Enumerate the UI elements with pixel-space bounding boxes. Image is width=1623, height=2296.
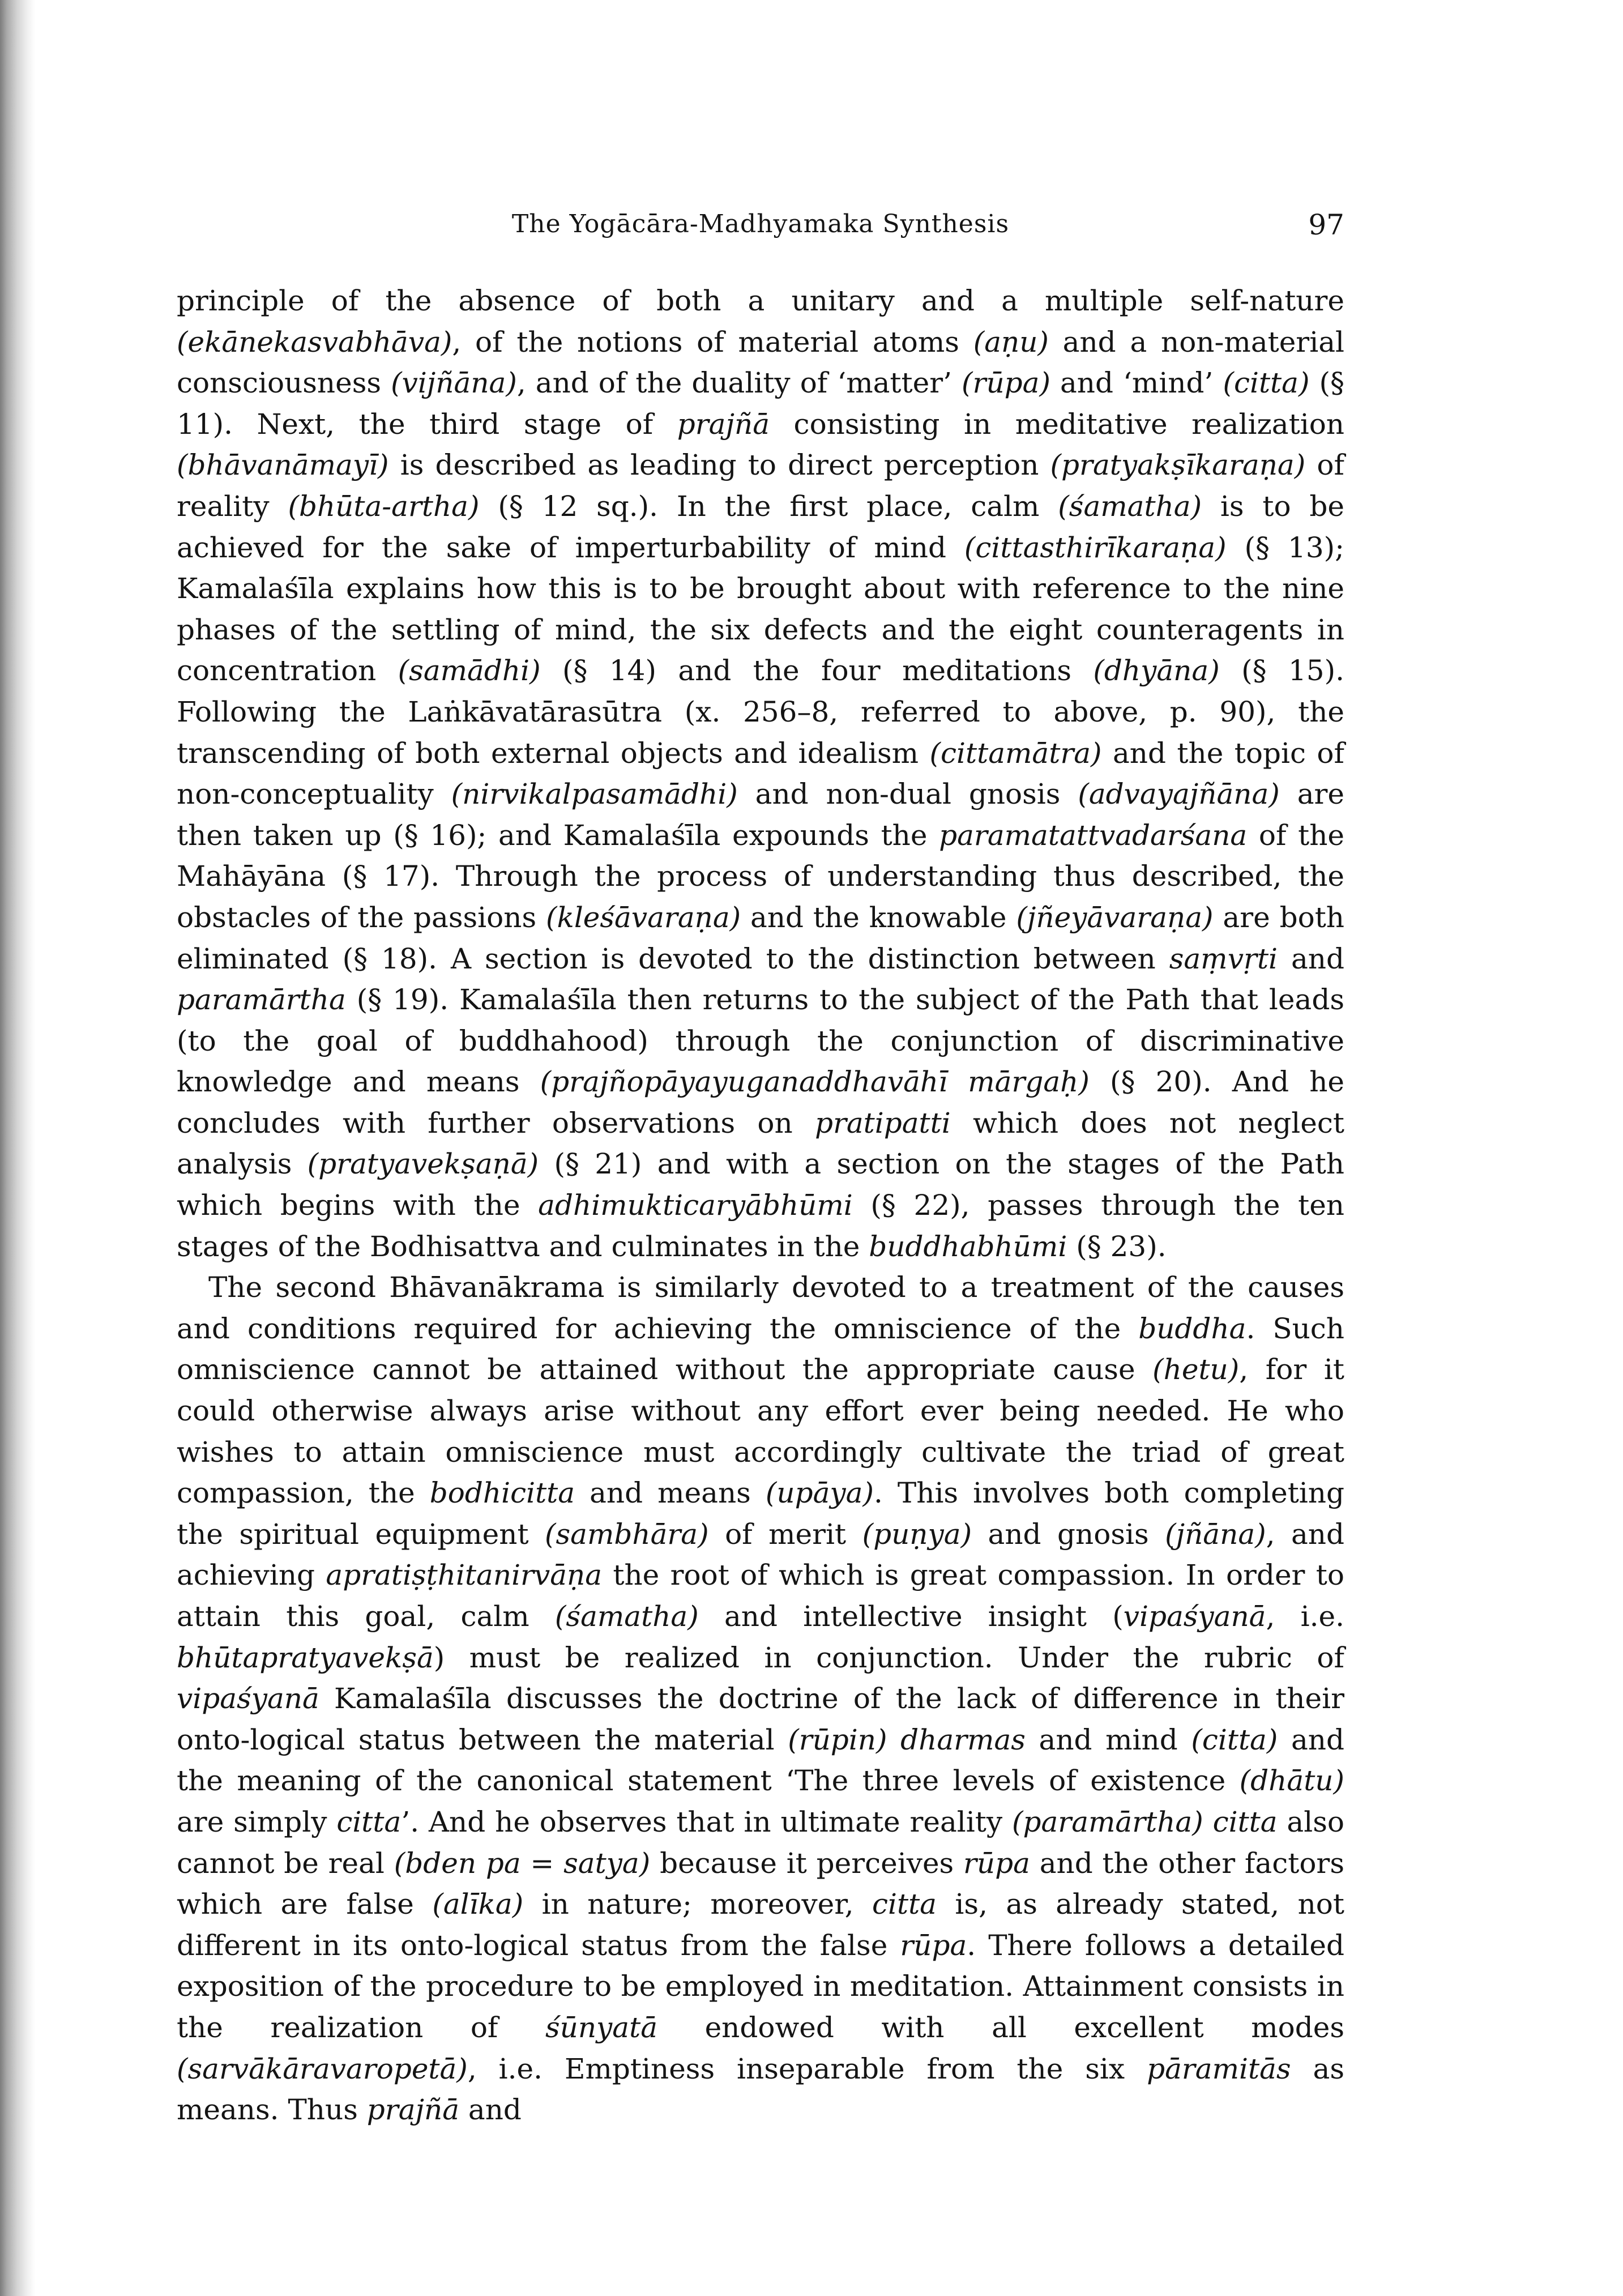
text-run: and non-dual gnosis bbox=[737, 778, 1078, 811]
text-run: principle of the absence of both a unitary and a multiple self-nature bbox=[177, 284, 1344, 317]
italic-term: (pratyakṣīkaraṇa) bbox=[1050, 449, 1306, 482]
italic-term: (bden pa = satya) bbox=[394, 1846, 651, 1880]
italic-term: vipaśyanā bbox=[1123, 1600, 1266, 1633]
italic-term: (śamatha) bbox=[554, 1600, 699, 1633]
text-run: (§ 15). Following the Laṅkāvatārasūtra (x. 256–8, referred to above, p. 90), the transcending of both external objects and idealism bbox=[177, 654, 1344, 770]
page-header bbox=[177, 210, 1344, 249]
text-run: and intellective insight ( bbox=[698, 1600, 1124, 1633]
text-run: (§ 14) and the four meditations bbox=[540, 654, 1094, 688]
italic-term: saṃvṛti bbox=[1169, 942, 1278, 975]
text-run: (§ 23). bbox=[1067, 1230, 1167, 1263]
italic-term: pratipatti bbox=[814, 1106, 951, 1140]
italic-term: (advayajñāna) bbox=[1078, 778, 1280, 811]
text-run: and the topic of non-conceptuality bbox=[177, 736, 1344, 811]
body-text bbox=[177, 280, 1344, 2131]
italic-term: śūnyatā bbox=[545, 2011, 658, 2044]
italic-term: paramārtha bbox=[177, 983, 346, 1017]
italic-term: (kleśāvaraṇa) bbox=[546, 901, 741, 934]
italic-term: buddha bbox=[1138, 1312, 1246, 1345]
text-run: and mind bbox=[1025, 1723, 1191, 1756]
text-run: are simply bbox=[177, 1805, 337, 1838]
text-run: The second Bhāvanākrama is similarly devoted to a treatment of the causes and conditions required for achieving the omniscience of the bbox=[177, 1271, 1344, 1345]
text-run: , of the notions of material atoms bbox=[452, 325, 973, 359]
text-run: endowed with all excellent modes bbox=[657, 2011, 1344, 2044]
italic-term: (jñāna) bbox=[1165, 1517, 1266, 1551]
text-run: are both eliminated (§ 18). A section is devoted to the distinction between bbox=[177, 901, 1344, 975]
text-run: in nature; moreover, bbox=[523, 1888, 872, 1921]
text-run: of the Mahāyāna (§ 17). Through the process of understanding thus described, the obstacles of the passions bbox=[177, 818, 1344, 934]
italic-term: (cittasthirīkaraṇa) bbox=[964, 531, 1227, 564]
italic-term: rūpa bbox=[900, 1928, 967, 1962]
italic-term: (upāya) bbox=[765, 1476, 874, 1510]
italic-term: (alīka) bbox=[432, 1888, 524, 1921]
italic-term: (paramārtha) citta bbox=[1011, 1805, 1278, 1838]
text-run: , i.e. Emptiness inseparable from the six bbox=[467, 2052, 1147, 2085]
italic-term: bhūtapratyavekṣā bbox=[177, 1641, 434, 1674]
italic-term: (aṇu) bbox=[973, 325, 1049, 359]
text-run: , and of the duality of ‘matter’ bbox=[516, 366, 962, 400]
italic-term: citta bbox=[872, 1888, 937, 1921]
text-run: consisting in meditative realization bbox=[770, 407, 1344, 441]
text-run: (§ 12 sq.). In the first place, calm bbox=[479, 489, 1058, 523]
italic-term: adhimukticaryābhūmi bbox=[538, 1189, 853, 1222]
text-run: is to be achieved for the sake of imperturbability of mind bbox=[177, 489, 1345, 564]
italic-term: prajñā bbox=[677, 407, 770, 441]
text-run: and the meaning of the canonical statement ‘The three levels of existence bbox=[177, 1723, 1345, 1798]
running-title: The Yogācāra-Madhyamaka Synthesis bbox=[511, 210, 1010, 238]
italic-term: (bhūta-artha) bbox=[288, 489, 480, 523]
text-run: Kamalaśīla discusses the doctrine of the lack of difference in their onto-logical status between the material bbox=[177, 1682, 1344, 1756]
italic-term: (rūpin) dharmas bbox=[788, 1723, 1026, 1756]
text-run: and a non-material consciousness bbox=[177, 325, 1344, 400]
text-run: (§ 21) and with a section on the stages of the Path which begins with the bbox=[177, 1147, 1344, 1222]
italic-term: (vijñāna) bbox=[391, 366, 517, 400]
italic-term: paramatattvadarśana bbox=[939, 818, 1248, 852]
italic-term: (cittamātra) bbox=[929, 736, 1102, 770]
italic-term: (sarvākāravaropetā) bbox=[177, 2052, 468, 2085]
italic-term: (citta) bbox=[1223, 366, 1310, 400]
text-run: ) must be realized in conjunction. Under the rubric of bbox=[433, 1641, 1344, 1674]
italic-term: (dhyāna) bbox=[1093, 654, 1220, 688]
text-run: ’. And he observes that in ultimate reality bbox=[401, 1805, 1012, 1838]
italic-term: (nirvikalpasamādhi) bbox=[451, 778, 738, 811]
text-run: . This involves both completing the spiritual equipment bbox=[177, 1476, 1344, 1551]
italic-term: (dhātu) bbox=[1239, 1764, 1344, 1798]
italic-term: (samādhi) bbox=[398, 654, 541, 688]
italic-term: citta bbox=[336, 1805, 402, 1838]
text-run: the root of which is great compassion. In order to attain this goal, calm bbox=[177, 1559, 1345, 1633]
text-run: and the other factors which are false bbox=[177, 1846, 1344, 1921]
italic-term: bodhicitta bbox=[429, 1476, 575, 1510]
text-run: and bbox=[459, 2093, 522, 2127]
text-run: , for it could otherwise always arise without any effort ever being needed. He who wishes to attain omniscience must accordingly cultivate the triad of great compassion, the bbox=[177, 1353, 1344, 1510]
text-run: and means bbox=[575, 1476, 766, 1510]
paragraph bbox=[177, 280, 1344, 1267]
italic-term: vipaśyanā bbox=[177, 1682, 319, 1715]
text-run: (§ 20). And he concludes with further observations on bbox=[177, 1065, 1344, 1140]
italic-term: buddhabhūmi bbox=[869, 1230, 1067, 1263]
italic-term: (prajñopāyayuganaddhavāhī mārgaḥ) bbox=[540, 1065, 1090, 1099]
italic-term: (pratyavekṣaṇā) bbox=[307, 1147, 539, 1181]
text-run: (§ 22), passes through the ten stages of the Bodhisattva and culminates in the bbox=[177, 1189, 1344, 1263]
text-run: and the knowable bbox=[741, 901, 1016, 934]
italic-term: apratiṣṭhitanirvāṇa bbox=[326, 1559, 603, 1592]
text-run: as means. Thus bbox=[177, 2052, 1344, 2127]
text-run: , i.e. bbox=[1266, 1600, 1344, 1633]
text-run: . There follows a detailed exposition of the procedure to be employed in meditation. Attainment consists in the realization of bbox=[177, 1928, 1344, 2044]
page-number: 97 bbox=[1308, 208, 1344, 241]
text-run: (§ 11). Next, the third stage of bbox=[177, 366, 1344, 441]
text-run: of merit bbox=[708, 1517, 862, 1551]
italic-term: (ekānekasvabhāva) bbox=[177, 325, 452, 359]
text-run: also cannot be real bbox=[177, 1805, 1344, 1880]
text-run: and bbox=[1278, 942, 1344, 975]
italic-term: pāramitās bbox=[1147, 2052, 1291, 2085]
text-run: and ‘mind’ bbox=[1050, 366, 1223, 400]
italic-term: (hetu) bbox=[1152, 1353, 1240, 1386]
italic-term: (puṇya) bbox=[862, 1517, 972, 1551]
italic-term: (bhāvanāmayī) bbox=[177, 449, 389, 482]
italic-term: prajñā bbox=[366, 2093, 460, 2127]
scanned-page-edge bbox=[0, 0, 35, 2296]
italic-term: (jñeyāvaraṇa) bbox=[1016, 901, 1214, 934]
text-run: of reality bbox=[177, 449, 1344, 523]
text-run: (§ 19). Kamalaśīla then returns to the subject of the Path that leads (to the goal of buddhahood) through the conjunction of discriminative knowledge and means bbox=[177, 983, 1344, 1099]
italic-term: (śamatha) bbox=[1058, 489, 1202, 523]
text-run: which does not neglect analysis bbox=[177, 1106, 1344, 1181]
italic-term: rūpa bbox=[963, 1846, 1030, 1880]
paragraph bbox=[177, 1267, 1344, 2130]
italic-term: (sambhāra) bbox=[545, 1517, 709, 1551]
text-run: (§ 13); Kamalaśīla explains how this is to be brought about with reference to the nine phases of the settling of mind, the six defects and the eight counteragents in concentration bbox=[177, 531, 1344, 688]
text-run: is described as leading to direct perception bbox=[388, 449, 1050, 482]
text-run: because it perceives bbox=[650, 1846, 963, 1880]
italic-term: (rūpa) bbox=[962, 366, 1050, 400]
text-run: and gnosis bbox=[972, 1517, 1165, 1551]
italic-term: (citta) bbox=[1191, 1723, 1278, 1756]
text-run: are then taken up (§ 16); and Kamalaśīla expounds the bbox=[177, 778, 1345, 852]
text-run: . Such omniscience cannot be attained without the appropriate cause bbox=[177, 1312, 1345, 1386]
text-run: is, as already stated, not different in its onto-logical status from the false bbox=[177, 1888, 1344, 1962]
text-run: , and achieving bbox=[177, 1517, 1345, 1592]
